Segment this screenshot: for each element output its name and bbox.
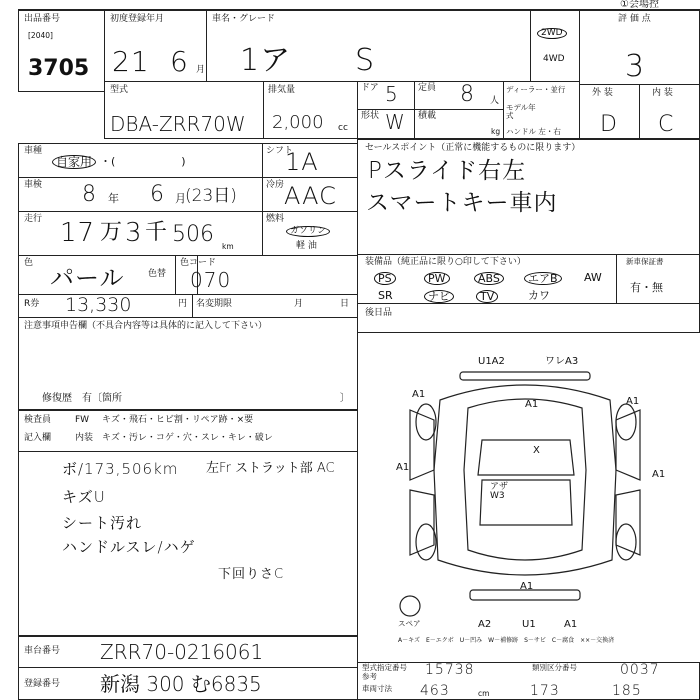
repair-label: 修復歴 有〔箇所 bbox=[42, 393, 122, 404]
mileage-sen: 3 bbox=[125, 218, 143, 248]
aircon-value: AAC bbox=[284, 182, 337, 210]
registration-value: 新潟 300 む6835 bbox=[100, 672, 262, 696]
inspector-row2-head: 内装 bbox=[75, 433, 94, 443]
diag-label-8: アザ W3 bbox=[490, 482, 509, 501]
car-name: 1ア bbox=[240, 43, 292, 78]
reg-label: 初度登録年月 bbox=[110, 14, 165, 24]
inspection-year: 8 bbox=[82, 182, 97, 207]
color-change-label: 色替 bbox=[148, 269, 167, 279]
chassis-value: ZRR70-0216061 bbox=[100, 640, 264, 664]
sales-line-2: スマートキー車内 bbox=[366, 190, 558, 216]
diag-label-5: A1 bbox=[626, 396, 640, 407]
score-value: 3 bbox=[625, 49, 646, 84]
score-label: 評 価 点 bbox=[618, 14, 651, 24]
mileage-man: 17 bbox=[60, 218, 96, 248]
lot-number: 3705 bbox=[28, 56, 90, 81]
diag-label-11: A2 bbox=[478, 619, 492, 630]
interior-value: C bbox=[658, 112, 675, 137]
shift-label: シフト bbox=[266, 146, 294, 156]
remark-3: シート汚れ bbox=[62, 514, 143, 532]
fuel-gasoline: ガソリン bbox=[286, 226, 330, 237]
equip-navi: ナビ bbox=[424, 290, 454, 303]
diagram-legend: A－キズ E－エクボ U－凹み W－補修跡 S－サビ C－腐食 ××－交換済 bbox=[398, 637, 615, 644]
warranty-value: 有・無 bbox=[630, 281, 663, 294]
fuel-diesel: 軽 油 bbox=[296, 241, 317, 251]
inspector-label-2: 記入欄 bbox=[24, 433, 52, 443]
diag-label-3: A1 bbox=[525, 399, 539, 410]
capacity-value: 8 bbox=[460, 82, 475, 107]
cc-label: 排気量 bbox=[268, 85, 296, 95]
usage-value: 自家用 bbox=[52, 155, 96, 169]
remark-1: ボ/173,506km bbox=[62, 460, 179, 478]
inspection-month-unit: 月 bbox=[175, 192, 186, 205]
capacity-label: 定員 bbox=[418, 83, 437, 93]
remark-5: 左Fr ストラット部 AC bbox=[206, 461, 335, 476]
registration-label: 登録番号 bbox=[24, 679, 61, 689]
width-value: 173 bbox=[530, 683, 560, 699]
equipment-grid bbox=[372, 270, 616, 304]
equip-abs: ABS bbox=[474, 272, 504, 285]
usage-rest: ・( ) bbox=[100, 155, 186, 168]
length-label: 車両寸法 bbox=[362, 684, 392, 693]
spec-ref-label: 参考 bbox=[362, 672, 377, 681]
model-value: DBA-ZRR70W bbox=[110, 112, 246, 136]
chassis-label: 車台番号 bbox=[24, 646, 61, 656]
remark-4: ハンドルスレ/ハゲ bbox=[62, 538, 196, 556]
grade: S bbox=[355, 43, 376, 78]
spec-number-value: 15738 bbox=[425, 662, 475, 678]
doors-label: ドア bbox=[361, 83, 379, 93]
top-strip bbox=[18, 0, 700, 10]
recycle-value: 13,330 bbox=[65, 294, 132, 316]
load-label: 積載 bbox=[418, 111, 437, 121]
diag-label-7: X bbox=[533, 445, 540, 456]
after-items-cell bbox=[357, 303, 700, 333]
expiry-label: 名変期限 bbox=[196, 299, 233, 309]
diag-label-6: A1 bbox=[396, 462, 410, 473]
load-unit: kg bbox=[491, 127, 501, 136]
drive-2wd: 2WD bbox=[537, 28, 567, 39]
equip-sr: SR bbox=[378, 289, 393, 302]
equip-ps: PS bbox=[374, 272, 396, 285]
remark-2: キズU bbox=[62, 488, 106, 506]
diag-label-4: A1 bbox=[412, 389, 426, 400]
mileage-man-unit: 万 bbox=[100, 220, 124, 245]
inspection-year-unit: 年 bbox=[108, 192, 119, 205]
equip-leather: カワ bbox=[528, 289, 550, 302]
new-price-label: 新車保証書 bbox=[626, 257, 664, 266]
usage-label: 車種 bbox=[24, 146, 43, 156]
sales-point-label: セールスポイント（正常に機能するものに限ります） bbox=[365, 143, 581, 153]
diag-label-10: A1 bbox=[520, 581, 534, 592]
inspection-month: 6 bbox=[150, 182, 165, 207]
lot-sub: [2040] bbox=[28, 31, 53, 40]
color-label: 色 bbox=[24, 258, 34, 268]
company-label: ①会場控 bbox=[620, 0, 659, 10]
diag-label-1: U1A2 bbox=[478, 356, 505, 367]
spec-number-label: 型式指定番号 bbox=[362, 663, 407, 672]
shift-value: 1A bbox=[285, 148, 319, 176]
diag-label-2: ワレA3 bbox=[545, 356, 579, 367]
color-value: パール bbox=[50, 264, 125, 292]
reg-month-unit: 月 bbox=[196, 65, 206, 75]
handle-label: ハンドル 左・右 bbox=[506, 127, 561, 136]
mileage-label: 走行 bbox=[24, 214, 43, 224]
diag-label-13: A1 bbox=[564, 619, 578, 630]
fuel-label: 燃料 bbox=[266, 214, 285, 224]
expiry-month: 月 bbox=[294, 299, 304, 309]
interior-label: 内 装 bbox=[652, 88, 673, 98]
dealer-label: ディーラー・並行 bbox=[506, 85, 566, 94]
color-code-label: 色コード bbox=[180, 258, 217, 268]
class-number-value: 0037 bbox=[620, 662, 660, 678]
diag-label-12: U1 bbox=[522, 619, 536, 630]
length-unit: cm bbox=[478, 689, 490, 698]
model-year-label: モデル年式 bbox=[506, 103, 536, 120]
equip-tv: TV bbox=[476, 290, 498, 303]
recycle-unit: 円 bbox=[178, 299, 188, 309]
mileage-rest: 506 bbox=[172, 222, 214, 247]
remark-6: 下回りさC bbox=[218, 567, 285, 582]
diag-label-14: スペア bbox=[398, 619, 421, 628]
inspector-row2: キズ・汚レ・コゲ・穴・スレ・キレ・破レ bbox=[102, 433, 273, 443]
reg-year: 21 bbox=[112, 45, 150, 78]
diag-label-9: A1 bbox=[652, 469, 666, 480]
doors-value: 5 bbox=[385, 82, 399, 106]
exterior-value: D bbox=[600, 112, 618, 137]
mileage-unit: km bbox=[222, 242, 234, 251]
recycle-label: R券 bbox=[24, 299, 40, 309]
notes-label: 注意事項申告欄（不具合内容等は具体的に記入して下さい） bbox=[24, 321, 268, 331]
shape-label: 形状 bbox=[361, 111, 380, 121]
length-value: 463 bbox=[420, 683, 450, 699]
drive-4wd: 4WD bbox=[543, 54, 565, 64]
maker-label: 車名・グレード bbox=[212, 14, 276, 24]
height-value: 185 bbox=[612, 683, 642, 699]
repair-close: 〕 bbox=[340, 393, 350, 404]
equipment-label: 装備品（純正品に限り○印して下さい） bbox=[365, 257, 526, 267]
inspector-row1: キズ・飛石・ヒビ割・リペア跡・×要 bbox=[102, 415, 254, 425]
inspection-label: 車検 bbox=[24, 180, 43, 190]
aircon-label: 冷房 bbox=[266, 180, 285, 190]
equip-pw: PW bbox=[424, 272, 450, 285]
car-diagram bbox=[390, 350, 690, 640]
mileage-sen-unit: 千 bbox=[145, 220, 169, 245]
class-number-label: 類別区分番号 bbox=[532, 663, 577, 672]
inspection-day: (23日) bbox=[185, 186, 237, 206]
expiry-day: 日 bbox=[340, 299, 350, 309]
cc-unit: cc bbox=[338, 123, 348, 133]
reg-month: 6 bbox=[170, 45, 189, 78]
exterior-label: 外 装 bbox=[592, 88, 613, 98]
equip-airbag: エアB bbox=[524, 272, 562, 285]
color-code: 070 bbox=[190, 268, 232, 292]
equip-aw: AW bbox=[584, 271, 602, 284]
sales-line-1: Pスライド右左 bbox=[368, 158, 527, 184]
drive-cell bbox=[530, 10, 580, 82]
after-items-label: 後日品 bbox=[365, 308, 393, 318]
cc-value: 2,000 bbox=[272, 112, 324, 133]
shape-value: W bbox=[385, 110, 406, 134]
inspector-label-1: 検査員 bbox=[24, 415, 52, 425]
lot-label: 出品番号 bbox=[24, 14, 61, 24]
capacity-unit: 人 bbox=[490, 96, 500, 106]
inspector-row1-head: FW bbox=[75, 415, 90, 425]
model-label: 型式 bbox=[110, 85, 129, 95]
